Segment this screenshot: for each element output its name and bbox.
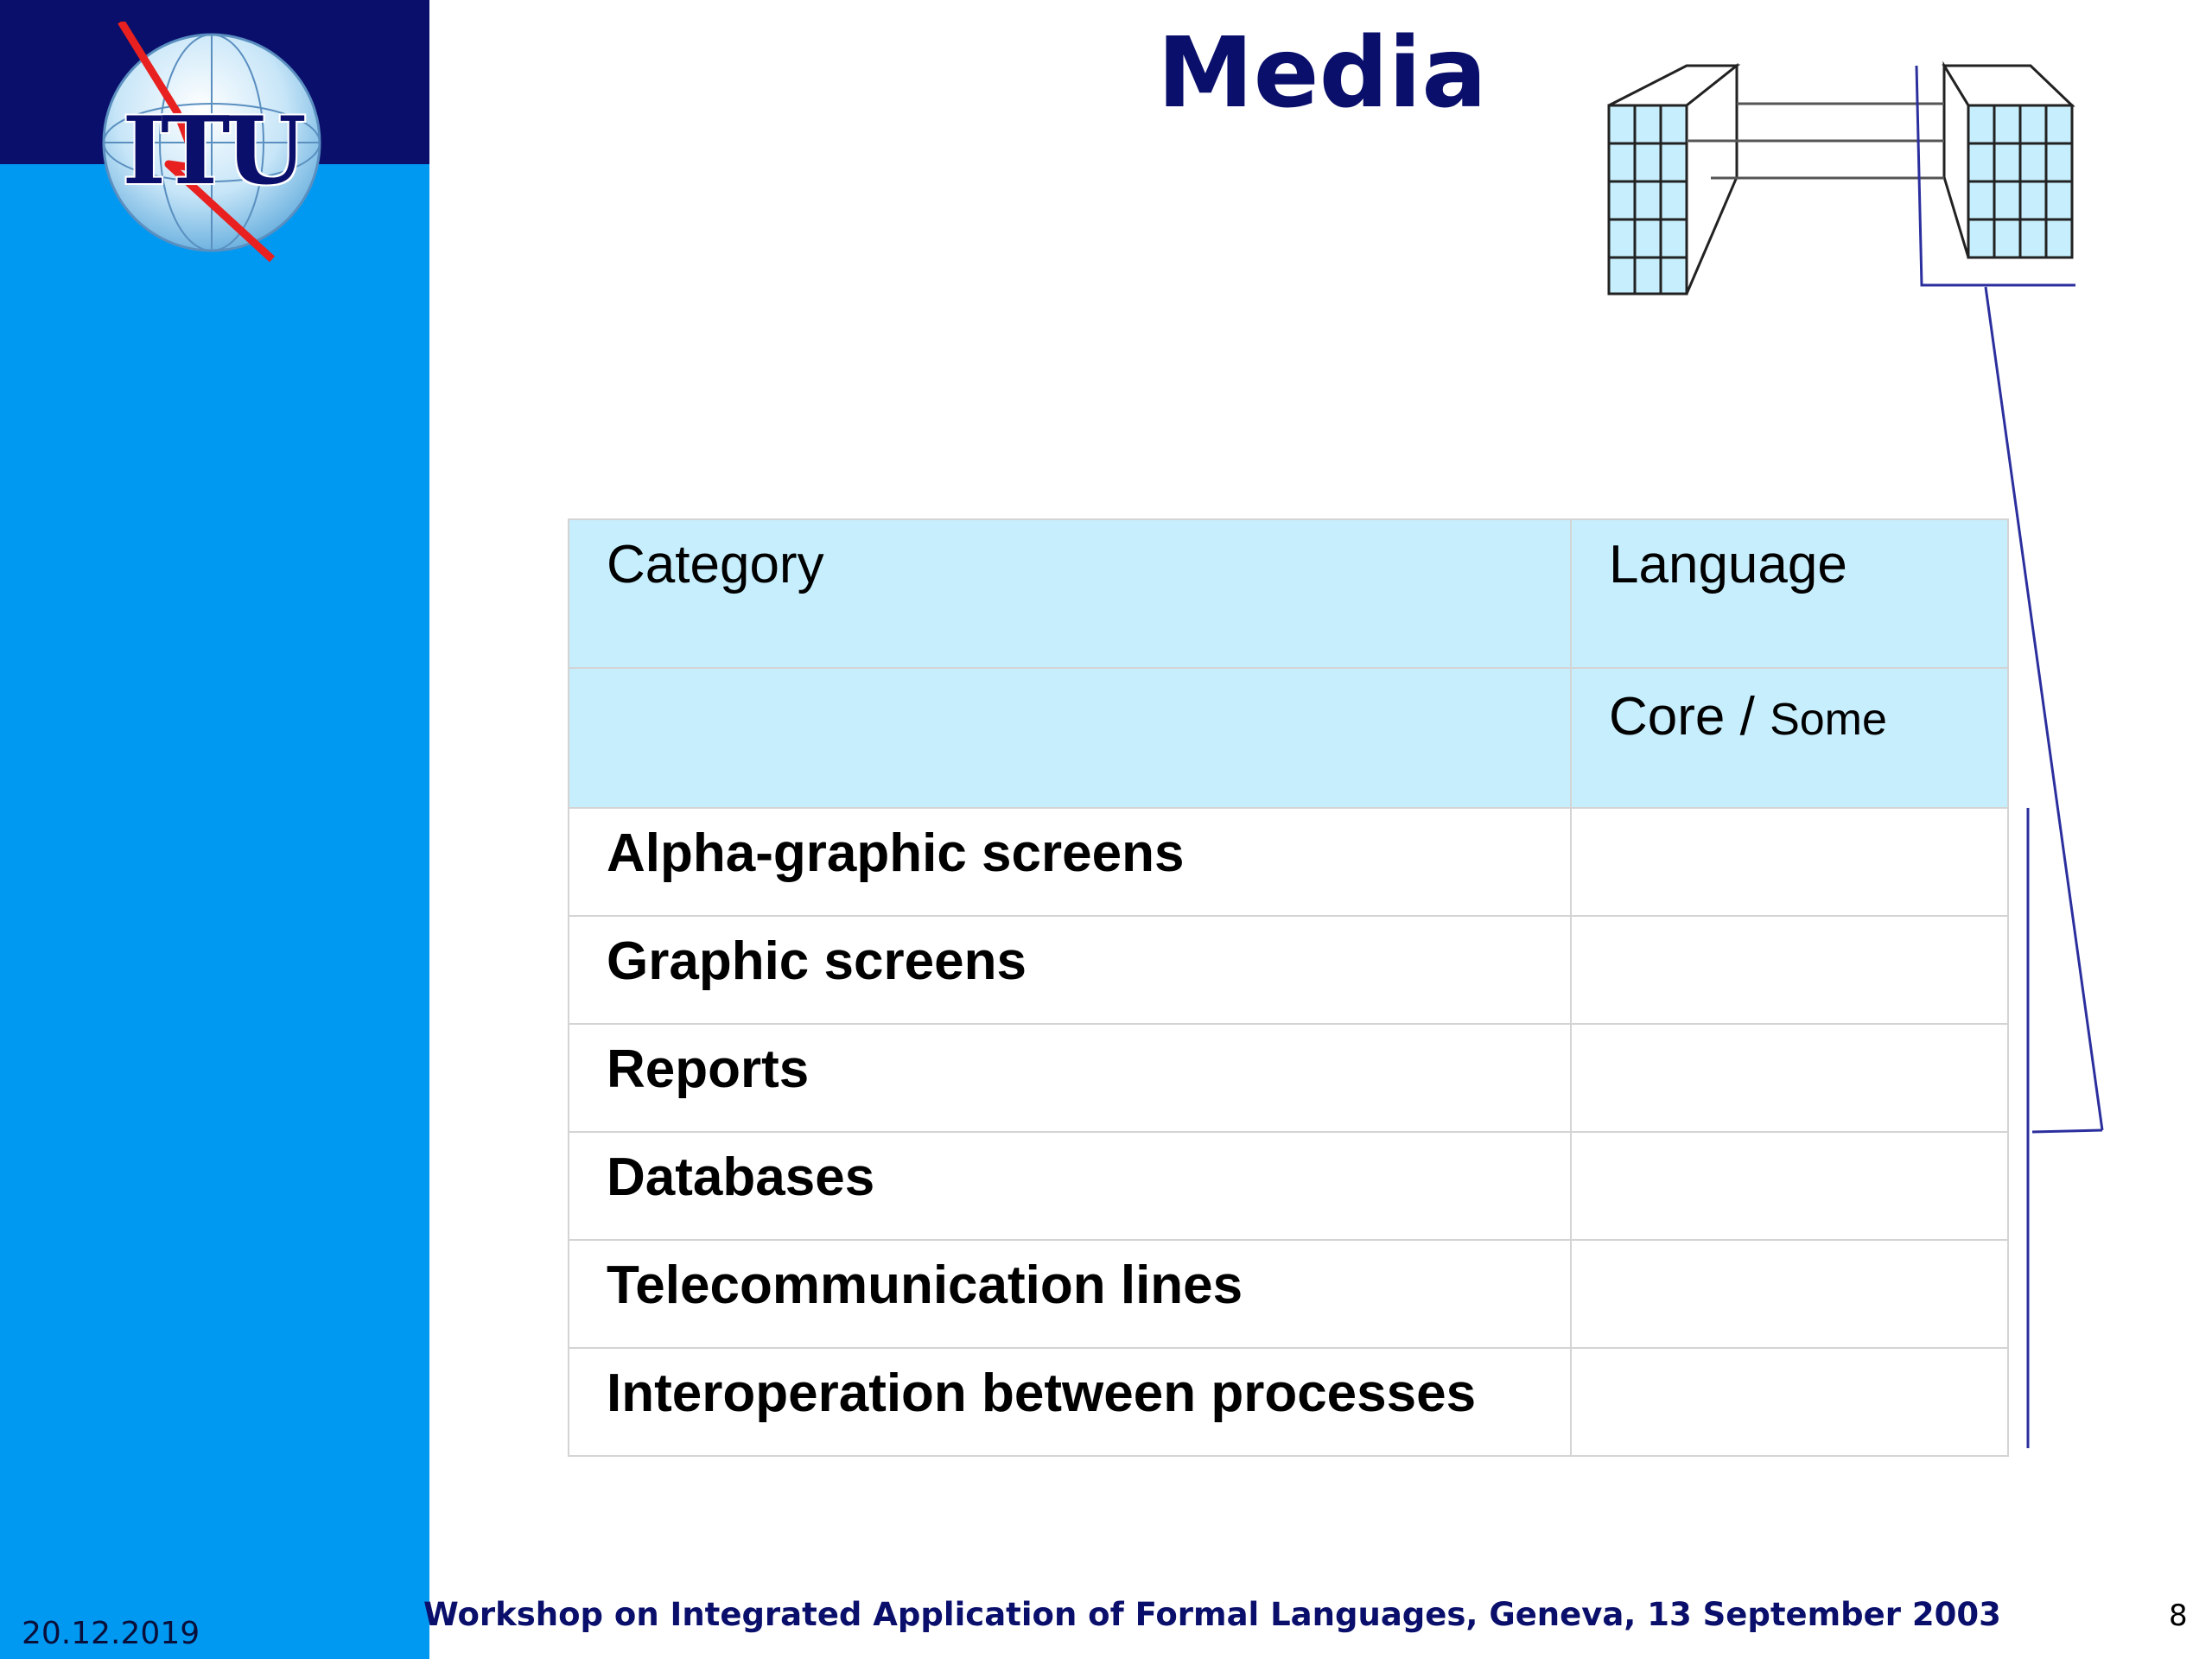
logo-text: ITU — [122, 97, 302, 206]
row-language — [1571, 1348, 2008, 1456]
row-language — [1571, 808, 2008, 916]
row-category: Alpha-graphic screens — [569, 808, 1571, 916]
slide-title: Media — [1157, 17, 1487, 130]
row-language — [1571, 1024, 2008, 1132]
row-language — [1571, 1132, 2008, 1240]
header-language: Language — [1571, 519, 2008, 668]
table-row — [569, 808, 2008, 916]
table-row — [569, 1024, 2008, 1132]
table-header-row — [569, 519, 2008, 668]
row-category: Telecommunication lines — [569, 1240, 1571, 1348]
row-category: Interoperation between processes — [569, 1348, 1571, 1456]
table-row — [569, 1240, 2008, 1348]
footer-text: Workshop on Integrated Application of Formal Languages, Geneva, 13 September 2003 — [423, 1596, 2001, 1633]
page-number: 8 — [2169, 1599, 2188, 1633]
row-language — [1571, 1240, 2008, 1348]
right-building-icon — [1944, 66, 2072, 257]
table-row — [569, 1348, 2008, 1456]
table-row — [569, 1132, 2008, 1240]
connection-lines — [1687, 104, 1944, 178]
row-language — [1571, 916, 2008, 1024]
subheader-some: Some — [1770, 695, 1887, 745]
subheader-empty — [569, 668, 1571, 808]
footer-date: 20.12.2019 — [22, 1616, 200, 1651]
header-category: Category — [569, 519, 1571, 668]
subheader-core-some — [1571, 668, 2008, 808]
row-category: Reports — [569, 1024, 1571, 1132]
row-category: Graphic screens — [569, 916, 1571, 1024]
table-row — [569, 916, 2008, 1024]
subheader-core: Core — [1609, 687, 1726, 747]
table-subheader-row — [569, 668, 2008, 808]
media-table — [568, 518, 2009, 1457]
row-category: Databases — [569, 1132, 1571, 1240]
subheader-separator: / — [1725, 687, 1770, 747]
left-building-icon — [1609, 66, 1737, 294]
